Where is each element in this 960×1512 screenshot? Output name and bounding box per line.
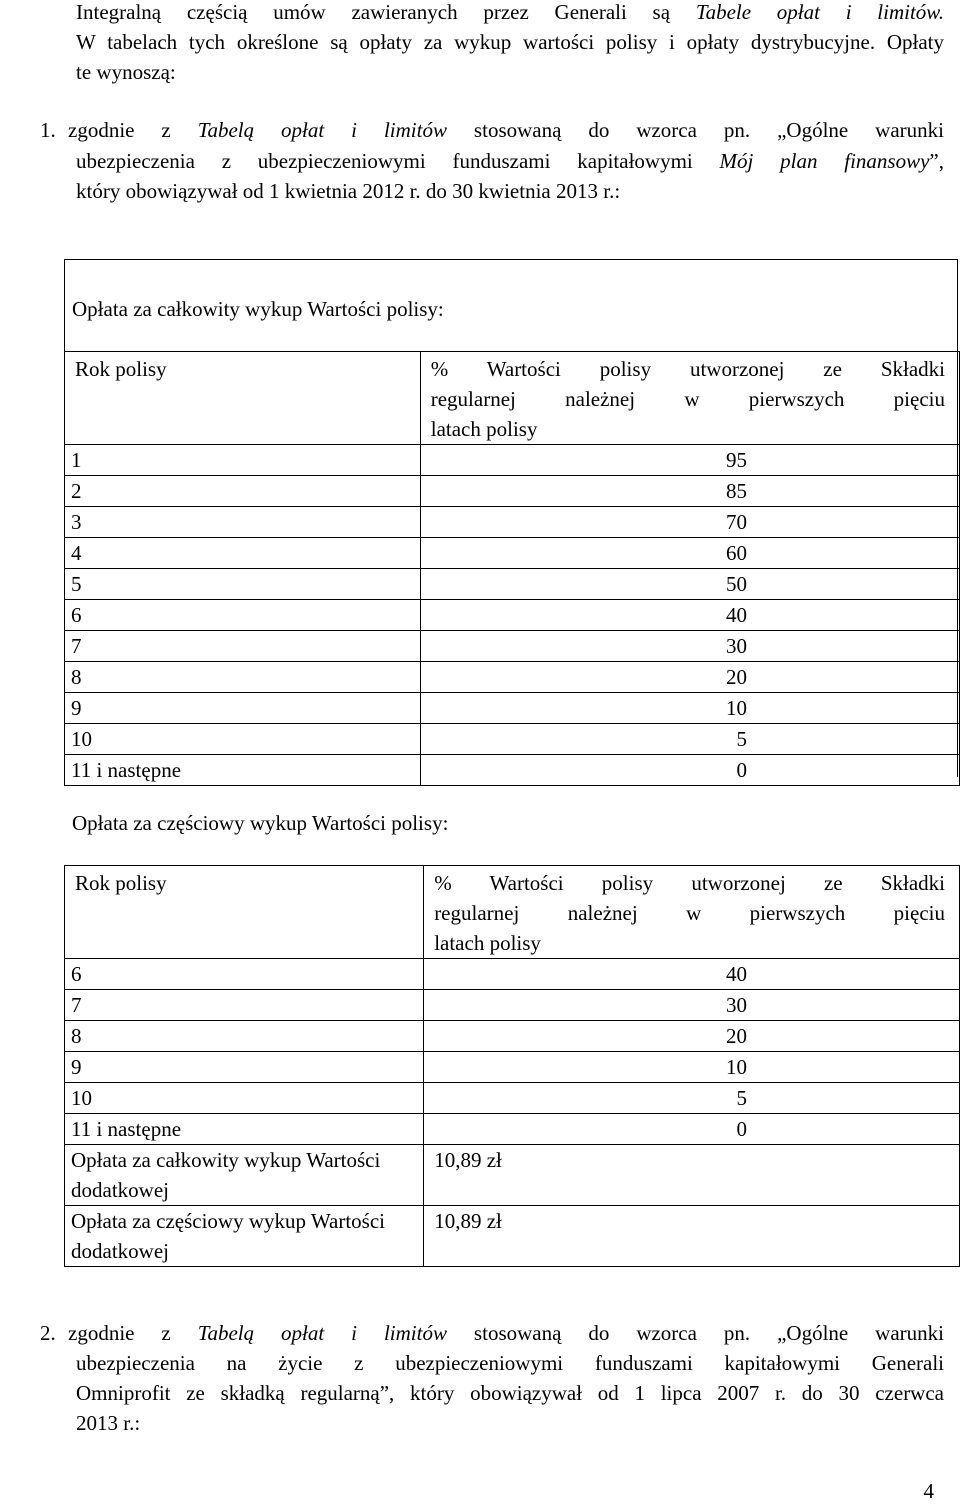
fee-value-cell: 10,89 zł — [424, 1206, 960, 1267]
fee-value-cell: 10,89 zł — [424, 1145, 960, 1206]
fee-label-line: Opłata za całkowity wykup Wartości — [71, 1148, 381, 1172]
table-row — [65, 445, 960, 476]
intro-emphasis: Tabele opłat i limitów. — [695, 0, 944, 24]
intro-line-3: te wynoszą: — [76, 60, 176, 84]
value-cell: 0 — [424, 1114, 960, 1145]
item1-line2-text: ubezpieczenia z ubezpieczeniowymi funduszami kapitałowymi — [76, 149, 720, 173]
value-cell: 20 — [420, 662, 959, 693]
year-cell: 7 — [65, 990, 424, 1021]
table-row — [65, 600, 960, 631]
value-cell: 60 — [420, 538, 959, 569]
table-total — [64, 351, 960, 786]
header-value — [420, 352, 959, 445]
table-partial-caption: Opłata za częściowy wykup Wartości polisy: — [72, 811, 449, 835]
fee-label-line: dodatkowej — [71, 1239, 169, 1263]
year-cell: 1 — [65, 445, 421, 476]
item1-line2-end: ”, — [929, 149, 944, 173]
table-row — [65, 724, 960, 755]
table-row — [65, 1083, 960, 1114]
fee-label-line: dodatkowej — [71, 1178, 169, 1202]
item2-line-3: Omniprofit ze składką regularną”, który obowiązywał od 1 lipca 2007 r. do 30 czerwca — [76, 1381, 944, 1405]
header-value-line: latach polisy — [430, 417, 538, 441]
table-row — [65, 538, 960, 569]
table-row — [65, 1021, 960, 1052]
header-value-line: % Wartości polisy utworzonej ze Składki — [434, 871, 945, 895]
fee-label-cell — [65, 1145, 424, 1206]
table-header-row — [65, 866, 960, 959]
header-year: Rok polisy — [65, 866, 424, 959]
intro-text: Integralną częścią umów zawieranych przez Generali są — [76, 0, 696, 24]
year-cell: 10 — [65, 724, 421, 755]
value-cell: 0 — [420, 755, 959, 786]
year-cell: 10 — [65, 1083, 424, 1114]
fee-row — [65, 1206, 960, 1267]
header-value-line: % Wartości polisy utworzonej ze Składki — [430, 357, 945, 381]
item1-table-name: Tabelą opłat i limitów — [197, 118, 447, 142]
table-row — [65, 693, 960, 724]
value-cell: 70 — [420, 507, 959, 538]
table-total-caption: Opłata za całkowity wykup Wartości polisy: — [72, 297, 444, 321]
table-row — [65, 1052, 960, 1083]
year-cell: 8 — [65, 1021, 424, 1052]
item2-line-1 — [40, 1318, 944, 1348]
item1-plan-name: Mój plan finansowy — [719, 149, 930, 173]
value-cell: 50 — [420, 569, 959, 600]
year-cell: 9 — [65, 1052, 424, 1083]
header-value-line: regularnej należnej w pierwszych pięciu — [434, 901, 945, 925]
value-cell: 30 — [420, 631, 959, 662]
item1-line-3: który obowiązywał od 1 kwietnia 2012 r. do 30 kwietnia 2013 r.: — [76, 179, 621, 203]
item2-line-4: 2013 r.: — [76, 1411, 141, 1435]
value-cell: 85 — [420, 476, 959, 507]
year-cell: 5 — [65, 569, 421, 600]
fee-row — [65, 1145, 960, 1206]
item2-text-c: stosowaną do wzorca pn. „Ogólne warunki — [446, 1321, 944, 1345]
value-cell: 10 — [424, 1052, 960, 1083]
table-row — [65, 476, 960, 507]
table-partial — [64, 865, 960, 1267]
year-cell: 2 — [65, 476, 421, 507]
table-header-row — [65, 352, 960, 445]
year-cell: 11 i następne — [65, 1114, 424, 1145]
item2-number: 2. — [40, 1321, 56, 1345]
item1-number: 1. — [40, 118, 56, 142]
table-row — [65, 662, 960, 693]
year-cell: 3 — [65, 507, 421, 538]
year-cell: 4 — [65, 538, 421, 569]
header-value — [424, 866, 960, 959]
year-cell: 6 — [65, 959, 424, 990]
intro-line-2: W tabelach tych określone są opłaty za wykup wartości polisy i opłaty dystrybucyjne. Opłaty — [76, 30, 944, 54]
item1-text-a: zgodnie z — [68, 118, 198, 142]
table-row — [65, 507, 960, 538]
table-row — [65, 569, 960, 600]
header-year: Rok polisy — [65, 352, 421, 445]
intro-line-1 — [76, 0, 944, 27]
year-cell: 11 i następne — [65, 755, 421, 786]
table-row — [65, 959, 960, 990]
item2-text-a: zgodnie z — [68, 1321, 198, 1345]
page-number: 4 — [923, 1479, 934, 1503]
year-cell: 7 — [65, 631, 421, 662]
table-row — [65, 755, 960, 786]
value-cell: 5 — [420, 724, 959, 755]
header-value-line: regularnej należnej w pierwszych pięciu — [430, 387, 945, 411]
fee-label-line: Opłata za częściowy wykup Wartości — [71, 1209, 385, 1233]
year-cell: 9 — [65, 693, 421, 724]
value-cell: 40 — [420, 600, 959, 631]
item1-line-1 — [40, 115, 944, 145]
item2-table-name: Tabelą opłat i limitów — [197, 1321, 447, 1345]
item2-line-2: ubezpieczenia na życie z ubezpieczeniowymi funduszami kapitałowymi Generali — [76, 1351, 944, 1375]
value-cell: 95 — [420, 445, 959, 476]
value-cell: 10 — [420, 693, 959, 724]
year-cell: 8 — [65, 662, 421, 693]
year-cell: 6 — [65, 600, 421, 631]
fee-label-cell — [65, 1206, 424, 1267]
value-cell: 20 — [424, 1021, 960, 1052]
header-value-line: latach polisy — [434, 931, 541, 955]
table-row — [65, 1114, 960, 1145]
value-cell: 5 — [424, 1083, 960, 1114]
value-cell: 30 — [424, 990, 960, 1021]
item1-line-2 — [76, 146, 944, 176]
table-row — [65, 631, 960, 662]
value-cell: 40 — [424, 959, 960, 990]
item1-text-c: stosowaną do wzorca pn. „Ogólne warunki — [446, 118, 944, 142]
table-row — [65, 990, 960, 1021]
